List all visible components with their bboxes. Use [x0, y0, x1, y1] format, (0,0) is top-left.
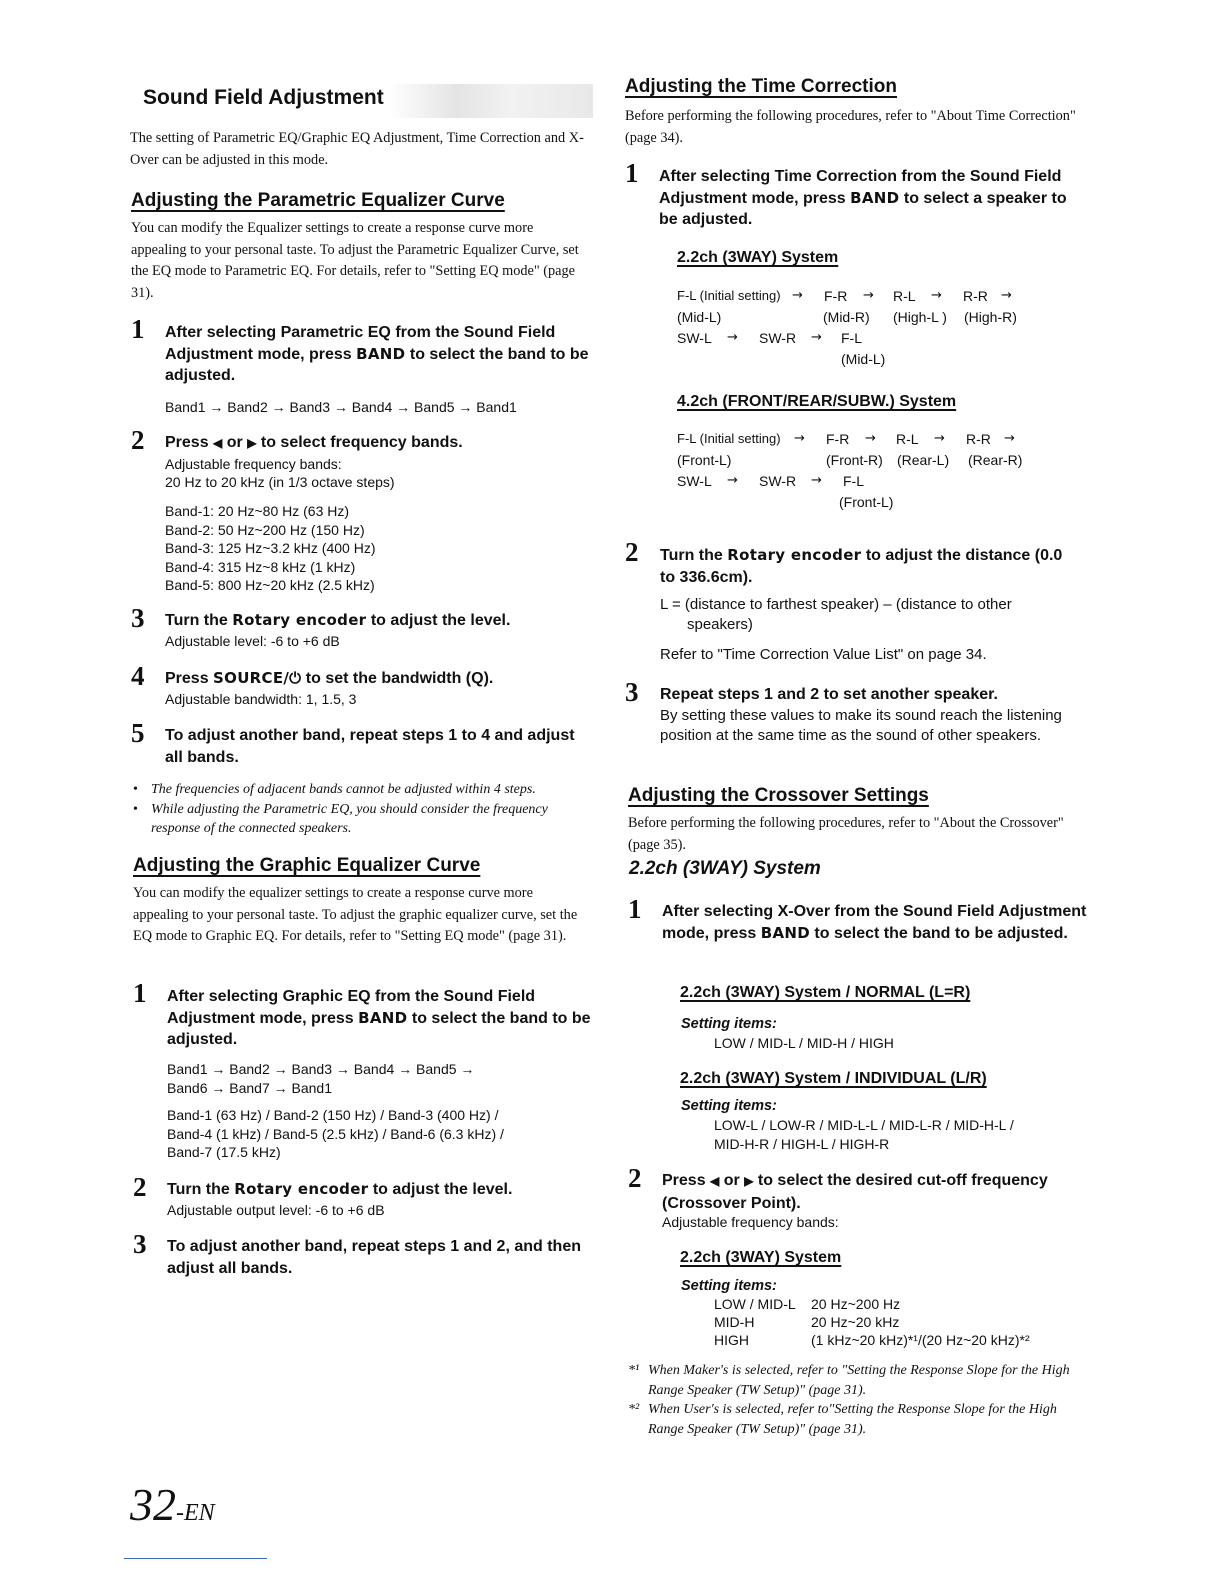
section-intro: The setting of Parametric EQ/Graphic EQ Adjustment, Time Correction and X-Over can be adjusted in this mode. [130, 130, 584, 168]
arrow-icon: → [863, 288, 874, 303]
geq-step2: Turn the Rotary encoder to adjust the level. [167, 1180, 513, 1198]
footer-rule [124, 1558, 267, 1559]
tc-step2: Turn the Rotary encoder to adjust the distance (0.0 to 336.6cm). [660, 546, 1063, 586]
table-cell: HIGH [714, 1332, 749, 1348]
list-item: Band-5: 800 Hz~20 kHz (2.5 kHz) [165, 577, 375, 593]
tc-sys1-heading: 2.2ch (3WAY) System [677, 249, 839, 266]
peq-step4-number: 4 [131, 661, 145, 691]
peq-heading: Adjusting the Parametric Equalizer Curve [131, 190, 505, 211]
arrow-icon: → [1001, 288, 1012, 303]
peq-step2: Press ◀ or ▶ to select frequency bands. [165, 434, 463, 451]
geq-step2-number: 2 [133, 1172, 147, 1202]
arrow-icon: → [727, 473, 738, 488]
geq-step1: After selecting Graphic EQ from the Sound Field Adjustment mode, press BAND to select the band to be adjusted. [167, 988, 591, 1048]
peq-step3-number: 3 [131, 603, 145, 633]
peq-band-list [165, 502, 376, 595]
xo-heading: Adjusting the Crossover Settings [628, 785, 929, 806]
band-key: BAND [760, 923, 810, 942]
xo-intro: Before performing the following procedures, refer to "About the Crossover" (page 35). [628, 815, 1064, 853]
footnote-text: When User's is selected, refer to"Setting the Response Slope for the High Range Speaker (TW Setup)" (page 31). [648, 1402, 1057, 1437]
peq-step5-number: 5 [131, 718, 145, 748]
peq-step4: Press SOURCE/⏻ to set the bandwidth (Q). [165, 669, 494, 687]
tc-step1-number: 1 [625, 158, 639, 188]
arrow-icon: → [934, 431, 945, 446]
page-title: Sound Field Adjustment [143, 86, 384, 109]
footnote-text: When Maker's is selected, refer to "Setting the Response Slope for the High Range Speaker (TW Setup)" (page 31). [648, 1363, 1070, 1398]
peq-band-sequence: Band1 → Band2 → Band3 → Band4 → Band5 → Band1 [165, 399, 517, 415]
xo-normal-heading: 2.2ch (3WAY) System / NORMAL (L=R) [680, 984, 971, 1001]
note-item: The frequencies of adjacent bands cannot be adjusted within 4 steps. [151, 782, 536, 797]
table-cell: LOW / MID-L [714, 1296, 796, 1312]
xo-freq-table [714, 1296, 1084, 1354]
arrow-icon: → [931, 288, 942, 303]
peq-step5: To adjust another band, repeat steps 1 to 4 and adjust all bands. [165, 727, 575, 766]
band-key: BAND [358, 1008, 408, 1027]
list-item: Band-2: 50 Hz~200 Hz (150 Hz) [165, 521, 365, 538]
xo-step2: Press ◀ or ▶ to select the desired cut-off frequency (Crossover Point). [662, 1172, 1048, 1212]
tc-sys2-sequence: F-L (Initial setting) → F-R → R-L → R-R → (Front-L) (Front-R) (Rear-L) (Rear-R) SW-L → SW-R → F-L (Front-L) [677, 431, 1023, 510]
band-key: BAND [850, 188, 900, 207]
left-arrow-icon: ◀ [710, 1174, 720, 1188]
right-arrow-icon: ▶ [247, 436, 257, 450]
peq-notes: • The frequencies of adjacent bands cannot be adjusted within 4 steps. • While adjusting the Parametric EQ, you should consider the frequency response of the connected speakers. [133, 780, 593, 839]
peq-step4-sub: Adjustable bandwidth: 1, 1.5, 3 [165, 691, 357, 707]
peq-step2-number: 2 [131, 425, 145, 455]
peq-step2-sub2: 20 Hz to 20 kHz (in 1/3 octave steps) [165, 474, 395, 490]
tc-sys2-heading: 4.2ch (FRONT/REAR/SUBW.) System [677, 393, 957, 410]
rotary-encoder-key: Rotary encoder [727, 546, 862, 564]
list-item: Band-1: 20 Hz~80 Hz (63 Hz) [165, 503, 350, 519]
xo-indiv-heading: 2.2ch (3WAY) System / INDIVIDUAL (L/R) [680, 1070, 987, 1087]
geq-step3-number: 3 [133, 1229, 147, 1259]
xo-system-title: 2.2ch (3WAY) System [629, 858, 821, 879]
peq-intro: You can modify the Equalizer settings to create a response curve more appealing to your personal taste. To adjust the Parametric Equalizer Curve, set the EQ mode to Parametric EQ. For details, refer to "Setting EQ mode" (page 31). [131, 220, 579, 301]
rotary-encoder-key: Rotary encoder [232, 611, 367, 629]
arrow-icon: → [792, 288, 803, 303]
left-arrow-icon: ◀ [213, 436, 223, 450]
xo-indiv-setting-label: Setting items: [681, 1098, 777, 1114]
peq-step3: Turn the Rotary encoder to adjust the level. [165, 611, 511, 629]
source-power-key: SOURCE/⏻ [213, 669, 302, 687]
xo-freq-setting-label: Setting items: [681, 1278, 777, 1294]
list-item: Band-3: 125 Hz~3.2 kHz (400 Hz) [165, 540, 376, 556]
table-cell: 20 Hz~200 Hz [811, 1296, 901, 1312]
peq-step2-sub1: Adjustable frequency bands: [165, 456, 342, 472]
xo-normal-setting-label: Setting items: [681, 1016, 777, 1032]
rotary-encoder-key: Rotary encoder [234, 1180, 369, 1198]
tc-intro: Before performing the following procedures, refer to "About Time Correction" (page 34). [625, 108, 1076, 146]
geq-band-sequence: Band1 → Band2 → Band3 → Band4 → Band5 → Band6 → Band7 → Band1 [167, 1061, 475, 1096]
table-cell: 20 Hz~20 kHz [811, 1314, 900, 1330]
geq-step2-sub: Adjustable output level: -6 to +6 dB [167, 1202, 385, 1218]
geq-intro: You can modify the equalizer settings to create a response curve more appealing to your personal taste. To adjust the graphic equalizer curve, set the EQ mode to Graphic EQ. For details, refer to "Setting EQ mode" (page 31). [133, 885, 578, 944]
xo-freq-heading: 2.2ch (3WAY) System [680, 1249, 842, 1266]
xo-footnotes [628, 1361, 1088, 1439]
geq-band-frequencies: Band-1 (63 Hz) / Band-2 (150 Hz) / Band-3 (400 Hz) / Band-4 (1 kHz) / Band-5 (2.5 kHz) / Band-6 (6.3 kHz) / Band-7 (17.5 kHz) [167, 1107, 504, 1160]
arrow-icon: → [794, 431, 805, 446]
table-cell: MID-H [714, 1314, 755, 1330]
peq-step1: After selecting Parametric EQ from the Sound Field Adjustment mode, press BAND to select the band to be adjusted. [165, 324, 589, 384]
xo-step2-number: 2 [628, 1163, 642, 1193]
page-number: 32-EN [130, 1479, 215, 1530]
arrow-icon: → [1004, 431, 1015, 446]
footnote-mark: *¹ [628, 1363, 640, 1378]
xo-step1: After selecting X-Over from the Sound Field Adjustment mode, press BAND to select the band to be adjusted. [662, 903, 1087, 942]
tc-step2-number: 2 [625, 537, 639, 567]
list-item: Band-4: 315 Hz~8 kHz (1 kHz) [165, 558, 356, 575]
tc-step2-sub1: L = (distance to farthest speaker) – (distance to other speakers) [660, 596, 1012, 633]
right-arrow-icon: ▶ [744, 1174, 754, 1188]
xo-normal-items: LOW / MID-L / MID-H / HIGH [714, 1035, 894, 1051]
peq-step3-sub: Adjustable level: -6 to +6 dB [165, 633, 340, 649]
tc-sys1-sequence: F-L (Initial setting) → F-R → R-L → R-R → (Mid-L) (Mid-R) (High-L ) (High-R) SW-L → SW-R → F-L (Mid-L) [677, 288, 1017, 367]
tc-step3-number: 3 [625, 677, 639, 707]
xo-indiv-items: LOW-L / LOW-R / MID-L-L / MID-L-R / MID-H-L / MID-H-R / HIGH-L / HIGH-R [714, 1117, 1014, 1152]
arrow-icon: → [811, 473, 822, 488]
band-key: BAND [356, 344, 406, 363]
footnote-mark: *² [628, 1402, 640, 1417]
tc-step2-sub2: Refer to "Time Correction Value List" on page 34. [660, 646, 987, 663]
tc-step3: Repeat steps 1 and 2 to set another speaker. [660, 686, 998, 703]
geq-heading: Adjusting the Graphic Equalizer Curve [133, 855, 481, 876]
geq-step1-number: 1 [133, 978, 147, 1008]
tc-step1: After selecting Time Correction from the Sound Field Adjustment mode, press BAND to select a speaker to be adjusted. [659, 168, 1067, 228]
xo-step2-sub: Adjustable frequency bands: [662, 1214, 839, 1230]
table-cell: (1 kHz~20 kHz)*¹/(20 Hz~20 kHz)*² [811, 1332, 1030, 1348]
geq-step3: To adjust another band, repeat steps 1 and 2, and then adjust all bands. [167, 1238, 581, 1277]
arrow-icon: → [811, 330, 822, 345]
arrow-icon: → [865, 431, 876, 446]
tc-heading: Adjusting the Time Correction [625, 76, 898, 97]
tc-step3-sub: By setting these values to make its sound reach the listening position at the same time as the sound of other speakers. [660, 707, 1062, 744]
note-item: While adjusting the Parametric EQ, you should consider the frequency response of the connected speakers. [151, 801, 548, 836]
xo-step1-number: 1 [628, 894, 642, 924]
arrow-icon: → [727, 330, 738, 345]
peq-step1-number: 1 [131, 314, 145, 344]
